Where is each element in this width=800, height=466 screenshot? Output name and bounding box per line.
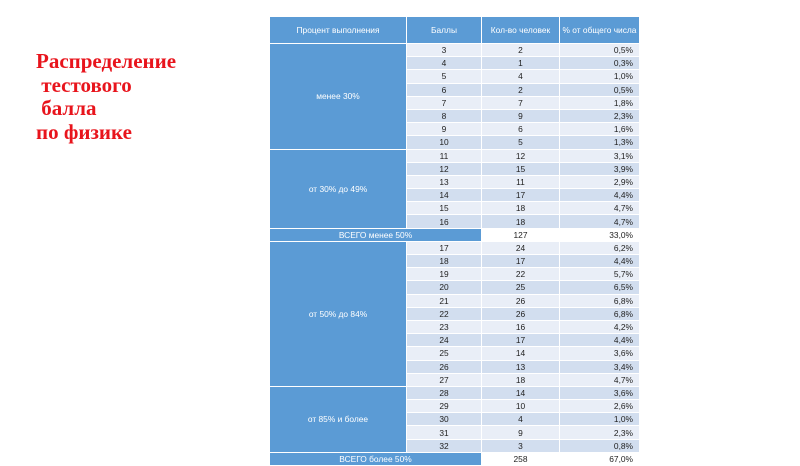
percent-cell: 3,4% <box>560 360 640 373</box>
score-cell: 25 <box>407 347 482 360</box>
table-row <box>270 149 640 162</box>
header-score: Баллы <box>407 17 482 44</box>
group-label: от 50% до 84% <box>270 241 407 386</box>
score-distribution-table <box>269 16 640 466</box>
score-cell: 31 <box>407 426 482 439</box>
percent-cell: 6,2% <box>560 241 640 254</box>
score-cell: 19 <box>407 268 482 281</box>
score-cell: 28 <box>407 386 482 399</box>
score-cell: 27 <box>407 373 482 386</box>
count-cell: 22 <box>482 268 560 281</box>
count-cell: 14 <box>482 386 560 399</box>
count-cell: 16 <box>482 320 560 333</box>
count-cell: 26 <box>482 307 560 320</box>
count-cell: 10 <box>482 400 560 413</box>
percent-cell: 6,8% <box>560 307 640 320</box>
percent-cell: 4,4% <box>560 189 640 202</box>
count-cell: 4 <box>482 413 560 426</box>
percent-cell: 3,6% <box>560 386 640 399</box>
count-cell: 24 <box>482 241 560 254</box>
table-body <box>270 44 640 466</box>
percent-cell: 3,9% <box>560 162 640 175</box>
count-cell: 17 <box>482 255 560 268</box>
percent-cell: 0,8% <box>560 439 640 452</box>
count-cell: 7 <box>482 96 560 109</box>
percent-cell: 6,8% <box>560 294 640 307</box>
count-cell: 9 <box>482 426 560 439</box>
percent-cell: 2,3% <box>560 109 640 122</box>
percent-cell: 6,5% <box>560 281 640 294</box>
percent-cell: 0,3% <box>560 57 640 70</box>
percent-cell: 2,6% <box>560 400 640 413</box>
percent-cell: 4,7% <box>560 373 640 386</box>
total-label: ВСЕГО более 50% <box>270 452 482 465</box>
score-cell: 17 <box>407 241 482 254</box>
count-cell: 3 <box>482 439 560 452</box>
count-cell: 17 <box>482 189 560 202</box>
score-cell: 23 <box>407 320 482 333</box>
table-row <box>270 386 640 399</box>
score-cell: 8 <box>407 109 482 122</box>
score-cell: 14 <box>407 189 482 202</box>
count-cell: 14 <box>482 347 560 360</box>
score-cell: 20 <box>407 281 482 294</box>
table-header-row <box>270 17 640 44</box>
score-cell: 32 <box>407 439 482 452</box>
percent-cell: 1,0% <box>560 70 640 83</box>
count-cell: 6 <box>482 123 560 136</box>
score-cell: 3 <box>407 44 482 57</box>
group-label: от 85% и более <box>270 386 407 452</box>
table-row <box>270 241 640 254</box>
score-cell: 5 <box>407 70 482 83</box>
count-cell: 13 <box>482 360 560 373</box>
count-cell: 18 <box>482 373 560 386</box>
score-cell: 26 <box>407 360 482 373</box>
score-cell: 7 <box>407 96 482 109</box>
count-cell: 17 <box>482 334 560 347</box>
percent-cell: 2,3% <box>560 426 640 439</box>
count-cell: 11 <box>482 175 560 188</box>
count-cell: 18 <box>482 202 560 215</box>
header-percent-completion: Процент выполнения <box>270 17 407 44</box>
percent-cell: 2,9% <box>560 175 640 188</box>
percent-cell: 4,7% <box>560 202 640 215</box>
total-count-cell: 127 <box>482 228 560 241</box>
score-cell: 6 <box>407 83 482 96</box>
score-cell: 13 <box>407 175 482 188</box>
total-count-cell: 258 <box>482 452 560 465</box>
percent-cell: 4,7% <box>560 215 640 228</box>
percent-cell: 4,4% <box>560 255 640 268</box>
percent-cell: 1,8% <box>560 96 640 109</box>
count-cell: 5 <box>482 136 560 149</box>
score-cell: 10 <box>407 136 482 149</box>
total-row <box>270 452 640 465</box>
slide-title: Распределение тестового балла по физике <box>36 49 177 144</box>
count-cell: 25 <box>482 281 560 294</box>
score-cell: 21 <box>407 294 482 307</box>
count-cell: 18 <box>482 215 560 228</box>
percent-cell: 1,0% <box>560 413 640 426</box>
score-cell: 29 <box>407 400 482 413</box>
score-cell: 12 <box>407 162 482 175</box>
total-percent-cell: 33,0% <box>560 228 640 241</box>
count-cell: 26 <box>482 294 560 307</box>
score-cell: 30 <box>407 413 482 426</box>
count-cell: 2 <box>482 44 560 57</box>
group-label: от 30% до 49% <box>270 149 407 228</box>
percent-cell: 3,6% <box>560 347 640 360</box>
total-percent-cell: 67,0% <box>560 452 640 465</box>
total-row <box>270 228 640 241</box>
count-cell: 4 <box>482 70 560 83</box>
percent-cell: 4,4% <box>560 334 640 347</box>
count-cell: 12 <box>482 149 560 162</box>
header-percent-of-total: % от общего числа <box>560 17 640 44</box>
score-cell: 18 <box>407 255 482 268</box>
percent-cell: 1,3% <box>560 136 640 149</box>
percent-cell: 5,7% <box>560 268 640 281</box>
score-cell: 16 <box>407 215 482 228</box>
score-cell: 9 <box>407 123 482 136</box>
count-cell: 9 <box>482 109 560 122</box>
table-row <box>270 44 640 57</box>
count-cell: 2 <box>482 83 560 96</box>
score-cell: 24 <box>407 334 482 347</box>
count-cell: 15 <box>482 162 560 175</box>
percent-cell: 0,5% <box>560 83 640 96</box>
score-cell: 4 <box>407 57 482 70</box>
group-label: менее 30% <box>270 44 407 150</box>
count-cell: 1 <box>482 57 560 70</box>
header-count: Кол-во человек <box>482 17 560 44</box>
percent-cell: 0,5% <box>560 44 640 57</box>
percent-cell: 1,6% <box>560 123 640 136</box>
score-cell: 15 <box>407 202 482 215</box>
score-cell: 22 <box>407 307 482 320</box>
percent-cell: 3,1% <box>560 149 640 162</box>
score-cell: 11 <box>407 149 482 162</box>
percent-cell: 4,2% <box>560 320 640 333</box>
total-label: ВСЕГО менее 50% <box>270 228 482 241</box>
